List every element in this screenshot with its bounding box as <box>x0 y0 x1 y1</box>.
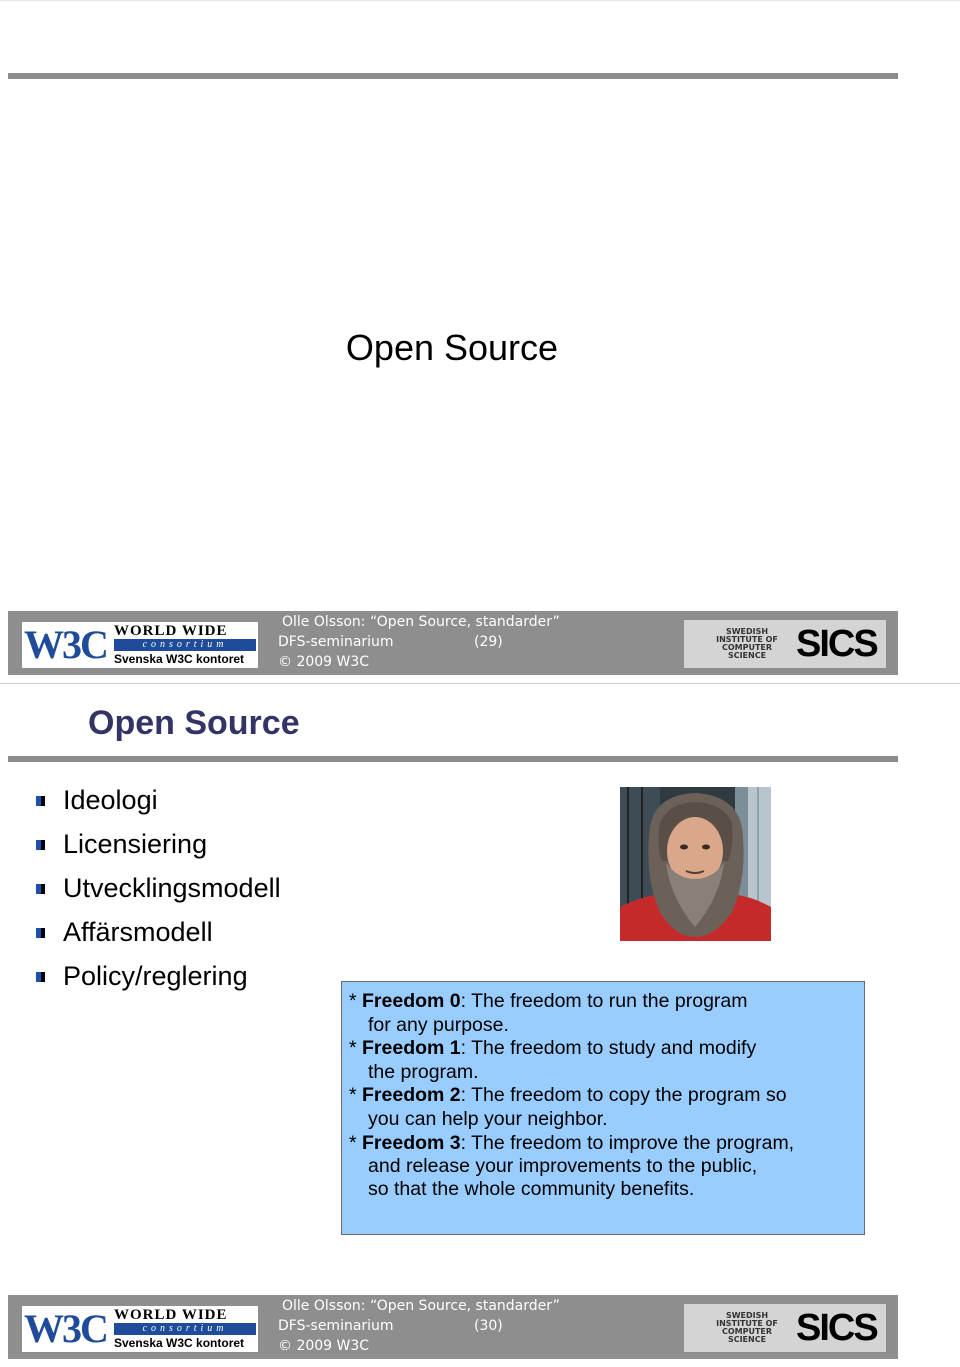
w3c-consortium-text: consortium <box>114 1323 256 1335</box>
freedom-1-cont: the program. <box>368 1061 479 1083</box>
freedom-0-cont: for any purpose. <box>368 1014 509 1036</box>
list-item <box>36 914 281 958</box>
footer-copyright: © 2009 W3C <box>278 654 370 670</box>
footer-event-line <box>278 1318 503 1334</box>
w3c-mark-text: W3C <box>24 622 107 667</box>
list-item <box>36 958 281 1002</box>
freedom-3-cont-2: so that the whole community benefits. <box>368 1178 695 1200</box>
sics-institute-text: SWEDISH INSTITUTE OF COMPUTER SCIENCE <box>716 1311 778 1344</box>
list-item-label: Affärsmodell <box>63 917 213 947</box>
bullet-icon <box>36 928 45 938</box>
freedom-label: Freedom 1 <box>362 1037 461 1059</box>
freedoms-box <box>341 981 865 1235</box>
w3c-kontoret-text: Svenska W3C kontoret <box>114 652 245 666</box>
footer-author: Olle Olsson: “Open Source, standarder” <box>282 1298 560 1314</box>
freedom-3-cont-1: and release your improvements to the public, <box>368 1155 758 1177</box>
w3c-logo <box>22 622 258 668</box>
w3c-www-text: WORLD WIDE <box>114 1307 228 1323</box>
footer-event: DFS-seminarium <box>278 634 394 650</box>
portrait-photo <box>620 787 771 941</box>
footer-event-line <box>278 634 503 650</box>
sics-mark-text: SICS <box>796 1307 877 1349</box>
footer-page-number: (29) <box>474 634 503 650</box>
list-item <box>36 782 281 826</box>
footer-page-number: (30) <box>474 1318 503 1334</box>
list-item <box>36 826 281 870</box>
freedom-label: Freedom 3 <box>362 1132 461 1154</box>
header-rule <box>8 73 898 79</box>
freedom-2: * Freedom 2: The freedom to copy the program so <box>349 1084 787 1106</box>
slide-footer <box>8 611 898 675</box>
portrait-image <box>620 787 771 941</box>
sics-mark-text: SICS <box>796 623 877 665</box>
slide-title: Open Source <box>345 327 559 368</box>
bullet-list <box>36 782 281 1002</box>
slide-footer <box>8 1295 898 1359</box>
freedom-1: * Freedom 1: The freedom to study and modify <box>349 1037 757 1059</box>
w3c-logo <box>22 1306 258 1352</box>
list-item-label: Policy/reglering <box>63 961 248 991</box>
slide-title: Open Source <box>88 704 300 742</box>
bullet-icon <box>36 796 45 806</box>
bullet-icon <box>36 884 45 894</box>
freedom-label: Freedom 0 <box>362 990 461 1012</box>
slide-30 <box>0 683 960 1367</box>
list-item-label: Utvecklingsmodell <box>63 873 281 903</box>
bullet-icon <box>36 840 45 850</box>
freedom-3: * Freedom 3: The freedom to improve the program, <box>349 1132 795 1154</box>
freedom-0: * Freedom 0: The freedom to run the program <box>349 990 748 1012</box>
sics-logo <box>684 620 886 668</box>
list-item-label: Licensiering <box>63 829 208 859</box>
sics-institute-text: SWEDISH INSTITUTE OF COMPUTER SCIENCE <box>716 627 778 660</box>
footer-event: DFS-seminarium <box>278 1318 394 1334</box>
freedom-label: Freedom 2 <box>362 1084 461 1106</box>
list-item <box>36 870 281 914</box>
footer-copyright: © 2009 W3C <box>278 1338 370 1354</box>
freedom-2-cont: you can help your neighbor. <box>368 1108 608 1130</box>
slide-29 <box>0 0 960 683</box>
title-rule <box>8 756 898 762</box>
bullet-icon <box>36 972 45 982</box>
w3c-consortium-text: consortium <box>114 639 256 651</box>
footer-author: Olle Olsson: “Open Source, standarder” <box>282 614 560 630</box>
w3c-kontoret-text: Svenska W3C kontoret <box>114 1336 245 1350</box>
sics-logo <box>684 1304 886 1352</box>
w3c-mark-text: W3C <box>24 1306 107 1351</box>
list-item-label: Ideologi <box>63 785 158 815</box>
w3c-www-text: WORLD WIDE <box>114 623 228 639</box>
